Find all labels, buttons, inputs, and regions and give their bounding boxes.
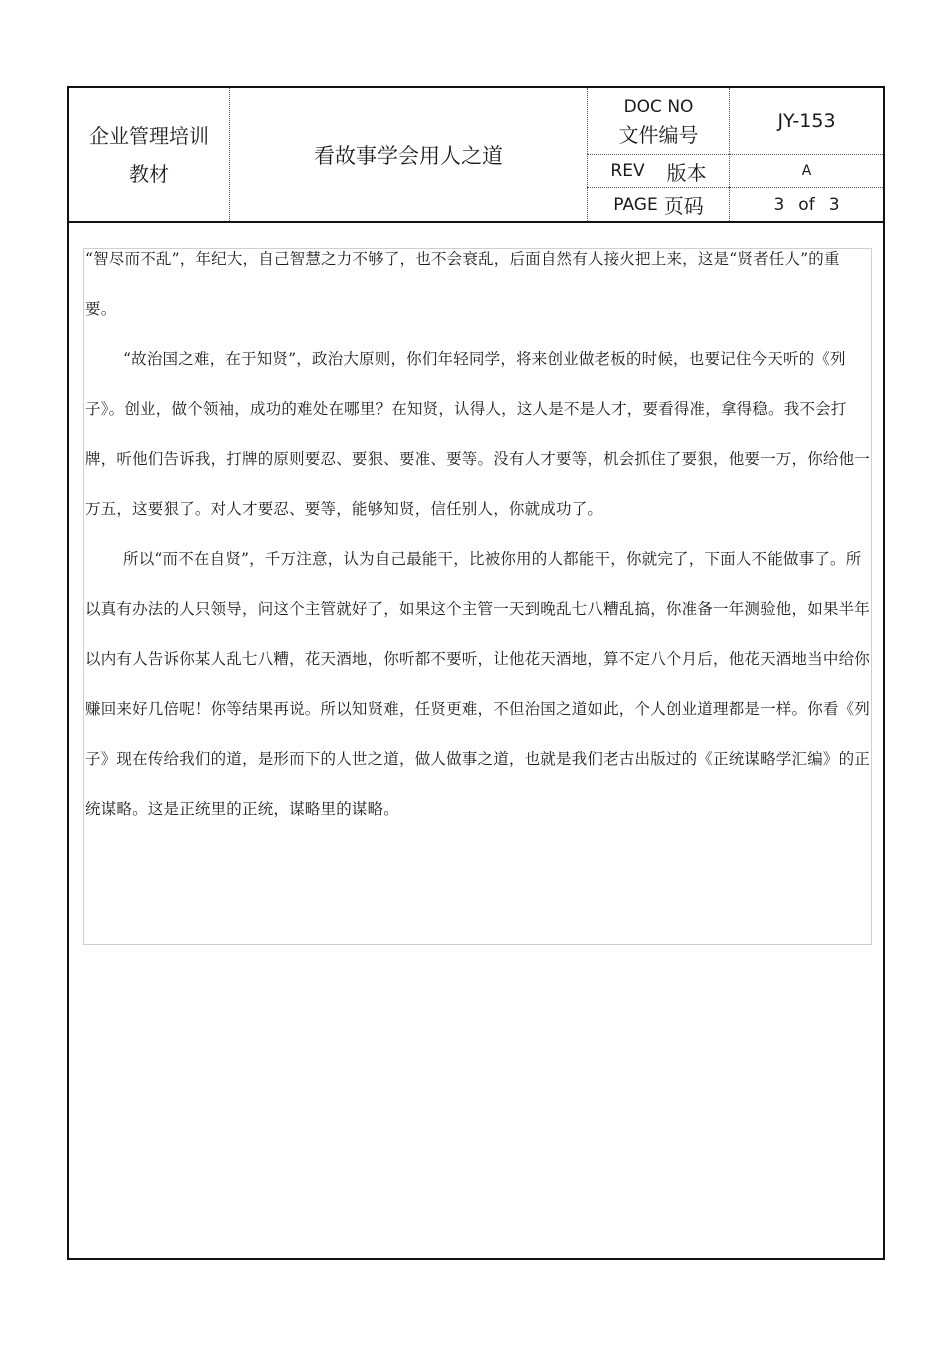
category-cell — [69, 88, 229, 221]
body-paragraph-3: 所以“而不在自贤”，千万注意，认为自己最能干，比被你用的人都能干，你就完了，下面人不能做事了。所以真有办法的人只领导，问这个主管就好了，如果这个主管一天到晚乱七八糟乱搞，你准备一年测验他，如果半年以内有人告诉你某人乱七八糟，花天酒地，你听都不要听，让他花天酒地，算不定八个月后，他花天酒地当中给你赚回来好几倍呢！你等结果再说。所以知贤难，任贤更难，不但治国之道如此，个人创业道理都是一样。你看《列子》现在传给我们的道，是形而下的人世之道，做人做事之道，也就是我们老古出版过的《正统谋略学汇编》的正统谋略。这是正统里的正统，谋略里的谋略。 — [85, 550, 871, 818]
page-label-zh: 页码 — [663, 194, 704, 218]
doc-no-label-cell — [587, 88, 729, 154]
document-header — [69, 88, 883, 223]
doc-no-value: JY-153 — [777, 110, 836, 132]
rev-label-en: REV — [610, 161, 645, 181]
rev-value-cell — [729, 154, 883, 187]
rev-label-zh: 版本 — [666, 160, 707, 185]
document-title: 看故事学会用人之道 — [314, 143, 503, 168]
body-content — [83, 248, 872, 945]
doc-no-label-en: DOC NO — [623, 97, 694, 117]
document-title-cell — [229, 88, 587, 221]
page-total: 3 — [828, 194, 840, 215]
body-paragraph-1: “智尽而不乱”，年纪大，自己智慧之力不够了，也不会衰乱，后面自然有人接火把上来，这是“贤者任人”的重要。 — [85, 250, 840, 318]
page-number-cell — [729, 187, 883, 221]
category-line-2: 教材 — [129, 161, 169, 186]
page-label-en: PAGE — [613, 194, 658, 215]
rev-label-cell — [587, 154, 729, 187]
page-current: 3 — [773, 194, 785, 215]
page-of: of — [798, 194, 815, 215]
doc-no-value-cell — [729, 88, 883, 154]
page-label-cell — [587, 187, 729, 221]
category-line-1: 企业管理培训 — [89, 123, 209, 148]
doc-no-label-zh: 文件编号 — [618, 123, 699, 147]
body-paragraph-2: “故治国之难，在于知贤”，政治大原则，你们年轻同学，将来创业做老板的时候，也要记住今天听的《列子》。创业，做个领袖，成功的难处在哪里？在知贤，认得人，这人是不是人才，要看得准，拿得稳。我不会打牌，听他们告诉我，打牌的原则要忍、要狠、要准、要等。没有人才要等，机会抓住了要狠，他要一万，你给他一万五，这要狠了。对人才要忍、要等，能够知贤，信任别人，你就成功了。 — [85, 350, 871, 518]
rev-value: A — [801, 163, 812, 179]
